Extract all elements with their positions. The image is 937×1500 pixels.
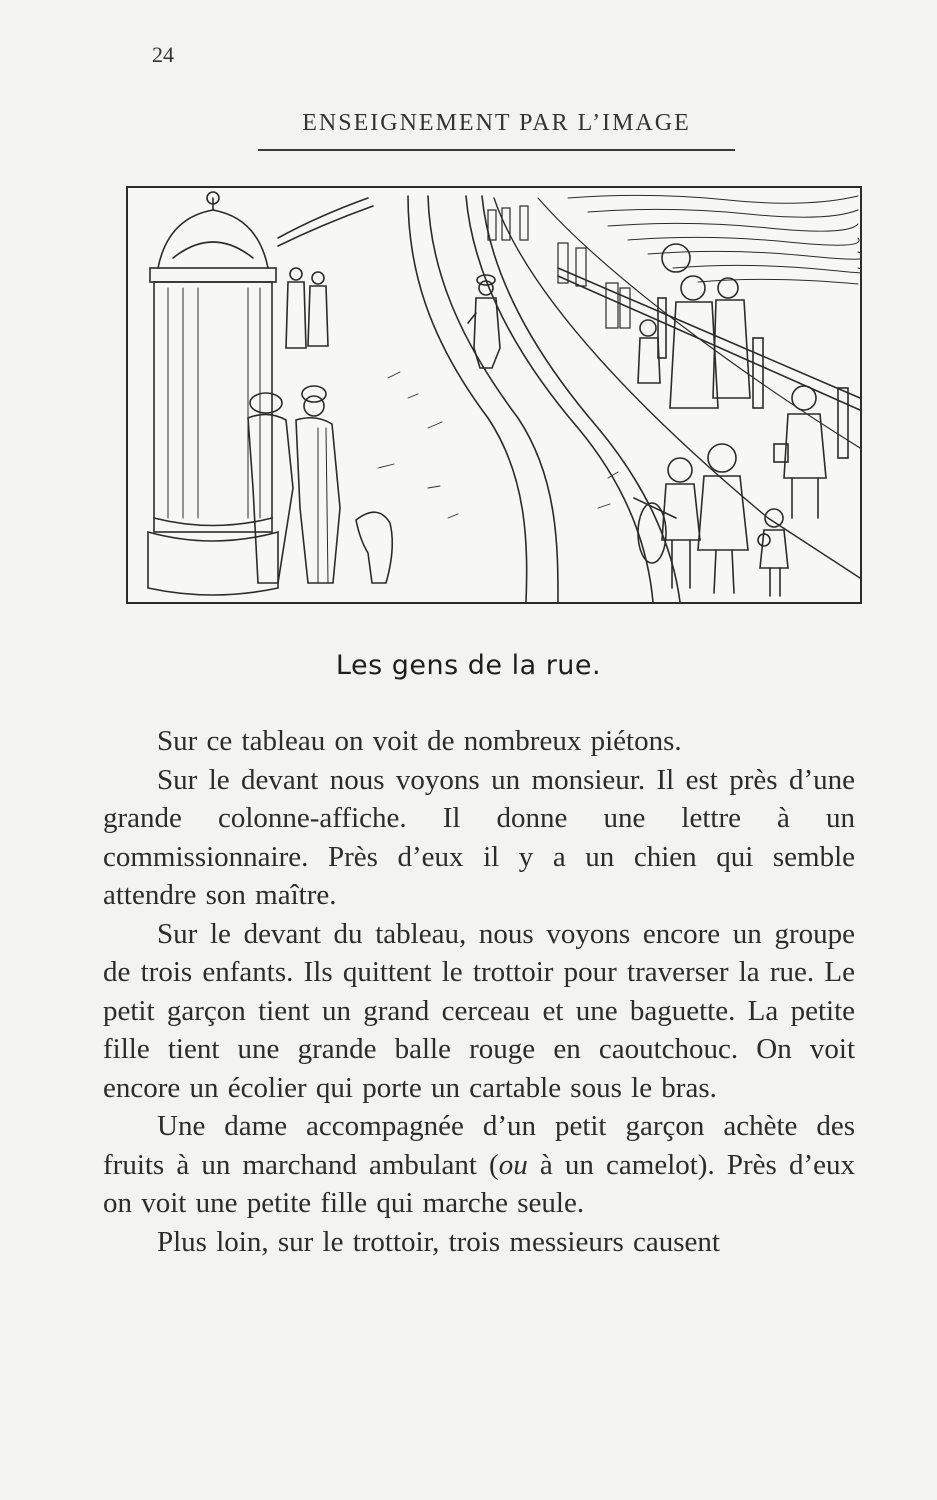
paragraph-4-end: à un camelot). Près d’eux on voit une petite fille qui marche seule. [103,1148,855,1219]
sea-hatching [568,195,860,284]
schoolboy [774,386,826,518]
paragraph-1: Sur ce tableau on voit de nombreux piétons. [157,725,682,757]
running-head-rule [258,149,735,151]
paragraph-3: Sur le devant du tableau, nous voyons encore un groupe de trois enfants. Ils quittent le trottoir pour traverser la rue. Le petit garçon tient un grand cerceau et une baguette. La petite fille tient une grande balle rouge en caoutchouc. On voit encore un écolier qui porte un cartable sous le bras. [103,917,855,1104]
paragraph-4 [103,1107,855,1223]
running-head: ENSEIGNEMENT PAR L’IMAGE [302,110,691,136]
paragraph-2: Sur le devant nous voyons un monsieur. Il est près d’une grande colonne-affiche. Il donne une lettre à un commissionnaire. Près d’eux il y a un chien qui semble attendre son maître. [103,763,855,911]
page-number: 24 [152,42,174,67]
gentleman-and-messenger [248,386,340,583]
street-scene-illustration [126,186,862,604]
dog [356,512,392,583]
body-text [103,722,855,1261]
walking-gentleman [468,275,500,368]
figure-caption: Les gens de la rue. [335,650,602,681]
paragraph-4-start: Une dame accompagnée d’un petit garçon achète des fruits à un marchand ambulant ( [103,1110,855,1181]
ground-hatching [378,372,618,518]
distant-men [286,268,328,348]
paragraph-4-italic: ou [498,1148,528,1181]
paragraph-5: Plus loin, sur le trottoir, trois messieurs causent [157,1225,720,1258]
